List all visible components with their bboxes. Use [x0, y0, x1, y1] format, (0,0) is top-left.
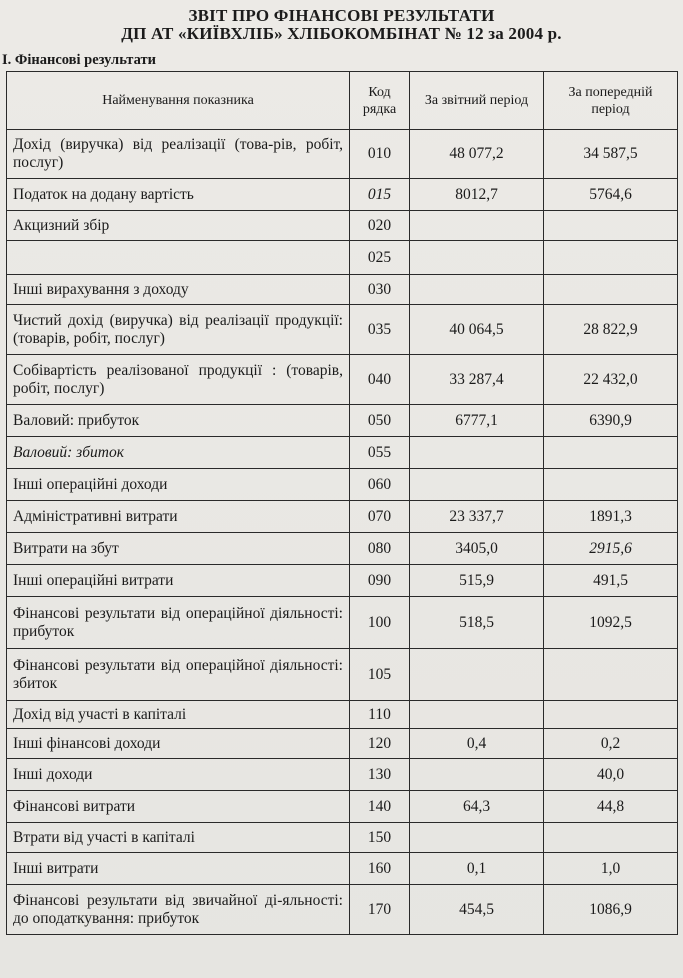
row-current: 33 287,4 — [410, 355, 544, 405]
row-previous: 1,0 — [544, 853, 678, 885]
row-name: Інші витрати — [7, 853, 350, 885]
row-current: 454,5 — [410, 885, 544, 935]
row-code: 040 — [350, 355, 410, 405]
table-row — [7, 405, 678, 437]
row-current — [410, 241, 544, 275]
table-row — [7, 597, 678, 649]
table-row — [7, 437, 678, 469]
table-row — [7, 501, 678, 533]
table-row — [7, 649, 678, 701]
row-name: Дохід (виручка) від реалізації (това-рів, робіт, послуг) — [7, 130, 350, 179]
row-name: Адміністративні витрати — [7, 501, 350, 533]
row-previous: 1891,3 — [544, 501, 678, 533]
row-name: Собівартість реалізованої продукції : (товарів, робіт, послуг) — [7, 355, 350, 405]
row-code: 150 — [350, 823, 410, 853]
row-previous — [544, 649, 678, 701]
row-code: 120 — [350, 729, 410, 759]
table-row — [7, 469, 678, 501]
row-current: 0,4 — [410, 729, 544, 759]
report-subtitle: ДП АТ «КИЇВХЛІБ» ХЛІБОКОМБІНАТ № 12 за 2004 р. — [121, 24, 562, 43]
row-current — [410, 469, 544, 501]
row-name: Фінансові результати від операційної діяльності: прибуток — [7, 597, 350, 649]
row-code: 090 — [350, 565, 410, 597]
row-name-text: Акцизний збір — [13, 216, 110, 234]
row-previous — [544, 275, 678, 305]
row-code: 130 — [350, 759, 410, 791]
table-row — [7, 355, 678, 405]
row-code: 110 — [350, 701, 410, 729]
row-name: Дохід від участі в капіталі — [7, 701, 350, 729]
row-name: Інші фінансові доходи — [7, 729, 350, 759]
table-row — [7, 211, 678, 241]
row-current: 23 337,7 — [410, 501, 544, 533]
row-current: 0,1 — [410, 853, 544, 885]
row-code: 100 — [350, 597, 410, 649]
row-current: 8012,7 — [410, 179, 544, 211]
header-previous: За попередній період — [544, 72, 678, 130]
row-previous: 40,0 — [544, 759, 678, 791]
table-row — [7, 729, 678, 759]
table-row — [7, 885, 678, 935]
header-code: Код рядка — [350, 72, 410, 130]
row-current — [410, 649, 544, 701]
row-previous: 491,5 — [544, 565, 678, 597]
row-code: 035 — [350, 305, 410, 355]
row-current — [410, 275, 544, 305]
table-row — [7, 759, 678, 791]
row-previous: 34 587,5 — [544, 130, 678, 179]
row-previous: 2915,6 — [544, 533, 678, 565]
section-title: І. Фінансові результати — [2, 52, 156, 68]
row-previous — [544, 241, 678, 275]
row-name: Фінансові витрати — [7, 791, 350, 823]
row-code: 020 — [350, 211, 410, 241]
row-name: Чистий дохід (виручка) від реалізації продукції: (товарів, робіт, послуг) — [7, 305, 350, 355]
row-previous: 22 432,0 — [544, 355, 678, 405]
row-code: 060 — [350, 469, 410, 501]
row-code: 140 — [350, 791, 410, 823]
row-previous: 1092,5 — [544, 597, 678, 649]
row-current — [410, 823, 544, 853]
row-current: 48 077,2 — [410, 130, 544, 179]
row-current — [410, 759, 544, 791]
row-code: 050 — [350, 405, 410, 437]
table-row — [7, 533, 678, 565]
row-name — [7, 211, 350, 241]
row-current — [410, 211, 544, 241]
table-row — [7, 275, 678, 305]
row-current: 40 064,5 — [410, 305, 544, 355]
row-current: 515,9 — [410, 565, 544, 597]
row-code: 080 — [350, 533, 410, 565]
table-row — [7, 179, 678, 211]
row-current: 3405,0 — [410, 533, 544, 565]
row-code: 055 — [350, 437, 410, 469]
row-name: Фінансові результати від звичайної ді-яльності: до оподаткування: прибуток — [7, 885, 350, 935]
table-row — [7, 791, 678, 823]
table-row — [7, 305, 678, 355]
row-previous — [544, 823, 678, 853]
row-name: Втрати від участі в капіталі — [7, 823, 350, 853]
row-name: Податок на додану вартість — [7, 179, 350, 211]
row-code: 030 — [350, 275, 410, 305]
row-current — [410, 701, 544, 729]
row-current: 6777,1 — [410, 405, 544, 437]
row-code: 105 — [350, 649, 410, 701]
report-title: ЗВІТ ПРО ФІНАНСОВІ РЕЗУЛЬТАТИ — [188, 6, 495, 25]
row-previous: 6390,9 — [544, 405, 678, 437]
table-header-row — [7, 72, 678, 130]
row-previous: 44,8 — [544, 791, 678, 823]
row-name: Валовий: прибуток — [7, 405, 350, 437]
row-name: Витрати на збут — [7, 533, 350, 565]
row-current: 64,3 — [410, 791, 544, 823]
header-name: Найменування показника — [7, 72, 350, 130]
row-previous — [544, 437, 678, 469]
row-previous — [544, 211, 678, 241]
table-row — [7, 701, 678, 729]
row-previous: 28 822,9 — [544, 305, 678, 355]
row-previous: 0,2 — [544, 729, 678, 759]
row-code: 015 — [350, 179, 410, 211]
row-previous: 1086,9 — [544, 885, 678, 935]
row-name: Інші операційні доходи — [7, 469, 350, 501]
row-name — [7, 241, 350, 275]
row-previous — [544, 701, 678, 729]
row-previous — [544, 469, 678, 501]
row-name: Інші операційні витрати — [7, 565, 350, 597]
row-previous: 5764,6 — [544, 179, 678, 211]
table-row — [7, 853, 678, 885]
row-current: 518,5 — [410, 597, 544, 649]
table-row — [7, 565, 678, 597]
row-code: 010 — [350, 130, 410, 179]
table-row — [7, 823, 678, 853]
row-name: Валовий: збиток — [7, 437, 350, 469]
financial-results-table — [6, 71, 678, 935]
row-code: 070 — [350, 501, 410, 533]
row-current — [410, 437, 544, 469]
row-name: Фінансові результати від операційної діяльності: збиток — [7, 649, 350, 701]
row-name: Інші вирахування з доходу — [7, 275, 350, 305]
table-row — [7, 130, 678, 179]
row-code: 025 — [350, 241, 410, 275]
header-current: За звітний період — [410, 72, 544, 130]
row-code: 170 — [350, 885, 410, 935]
row-code: 160 — [350, 853, 410, 885]
table-row — [7, 241, 678, 275]
row-name: Інші доходи — [7, 759, 350, 791]
